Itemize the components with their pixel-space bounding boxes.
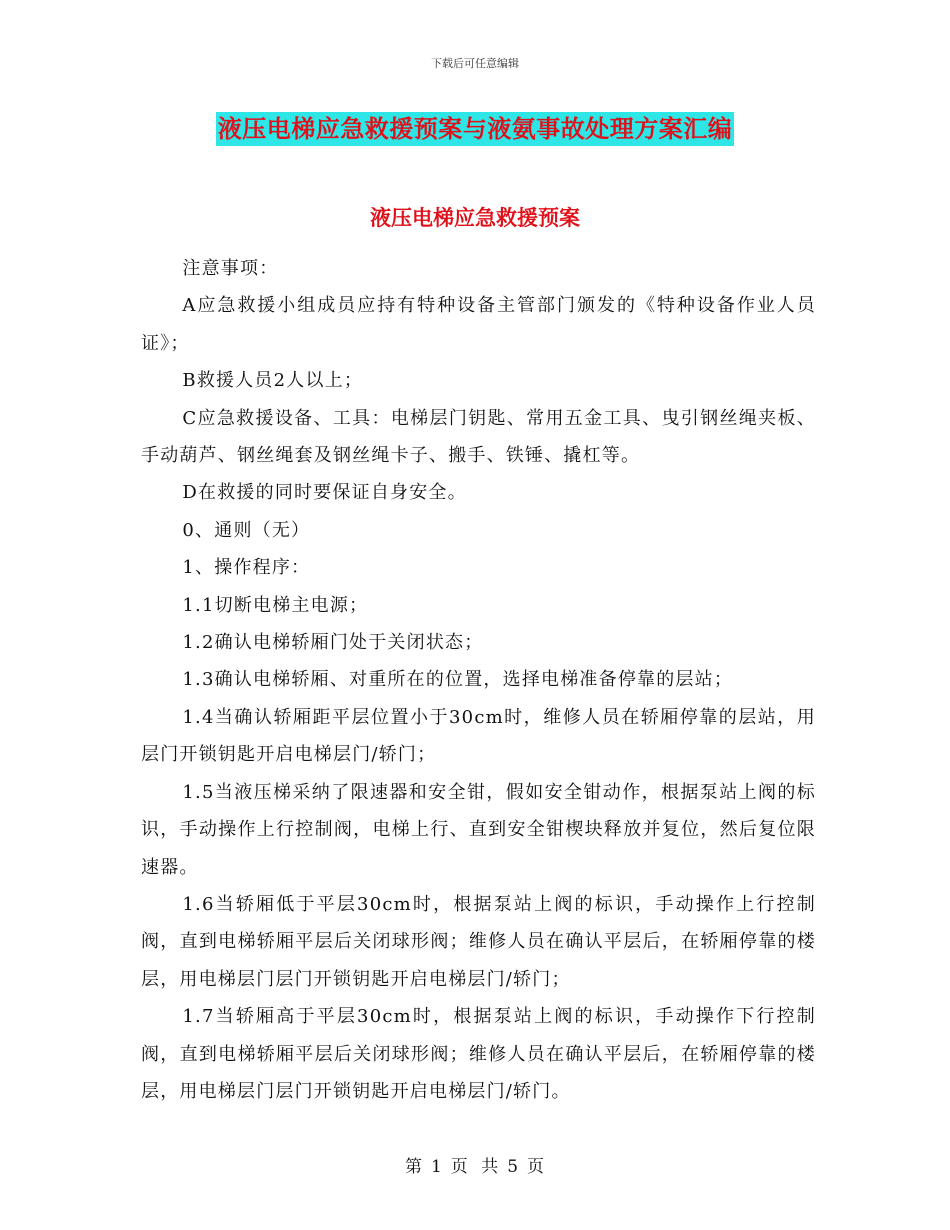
footer-prefix: 第 [404,1157,423,1177]
paragraph-step-1-2: 1.2确认电梯轿厢门处于关闭状态； [182,632,484,654]
page-footer [0,1152,950,1177]
footer-middle: 页 共 [450,1157,500,1177]
paragraph-notes-heading: 注意事项： [182,258,279,279]
paragraph-step-1-6: 1.6当轿厢低于平层30cm时，根据泵站上阀的标识，手动操作上行控制阀，直到电梯轿厢平层后关闭球形阀；维修人员在确认平层后，在轿厢停靠的楼层，用电梯层门层门开锁钥匙开启电梯层门/轿门； [141,893,816,990]
section-title: 液压电梯应急救援预案 [370,205,580,230]
header-note: 下载后可任意编辑 [431,57,519,70]
document-title: 液压电梯应急救援预案与液氨事故处理方案汇编 [216,112,735,146]
footer-total-pages: 5 [507,1157,520,1177]
paragraph-note-c: C应急救援设备、工具：电梯层门钥匙、常用五金工具、曳引钢丝绳夹板、手动葫芦、钢丝绳套及钢丝绳卡子、搬手、铁锤、撬杠等。 [141,407,816,467]
paragraph-note-b: B救援人员2人以上； [182,370,364,392]
document-title-container [0,112,950,146]
paragraph-note-d: D在救援的同时要保证自身安全。 [182,482,467,504]
paragraph-general-rules: 0、通则（无） [182,519,311,541]
paragraph-step-1-3: 1.3确认电梯轿厢、对重所在的位置，选择电梯准备停靠的层站； [182,669,734,691]
paragraph-note-a: A应急救援小组成员应持有特种设备主管部门颁发的《特种设备作业人员证》； [141,295,816,354]
paragraph-step-1-4: 1.4当确认轿厢距平层位置小于30cm时，维修人员在轿厢停靠的层站，用层门开锁钥匙开启电梯层门/轿门； [141,706,816,766]
paragraph-step-1-1: 1.1切断电梯主电源； [182,594,369,616]
footer-suffix: 页 [527,1157,546,1177]
document-body [141,250,816,1110]
paragraph-step-1-5: 1.5当液压梯采纳了限速器和安全钳，假如安全钳动作，根据泵站上阀的标识，手动操作上行控制阀，电梯上行、直到安全钳楔块释放并复位，然后复位限速器。 [141,781,816,878]
paragraph-procedure-heading: 1、操作程序： [182,557,311,579]
footer-page-number: 1 [430,1157,443,1177]
paragraph-step-1-7: 1.7当轿厢高于平层30cm时，根据泵站上阀的标识，手动操作下行控制阀，直到电梯轿厢平层后关闭球形阀；维修人员在确认平层后，在轿厢停靠的楼层，用电梯层门层门开锁钥匙开启电梯层门/轿门。 [141,1006,816,1102]
